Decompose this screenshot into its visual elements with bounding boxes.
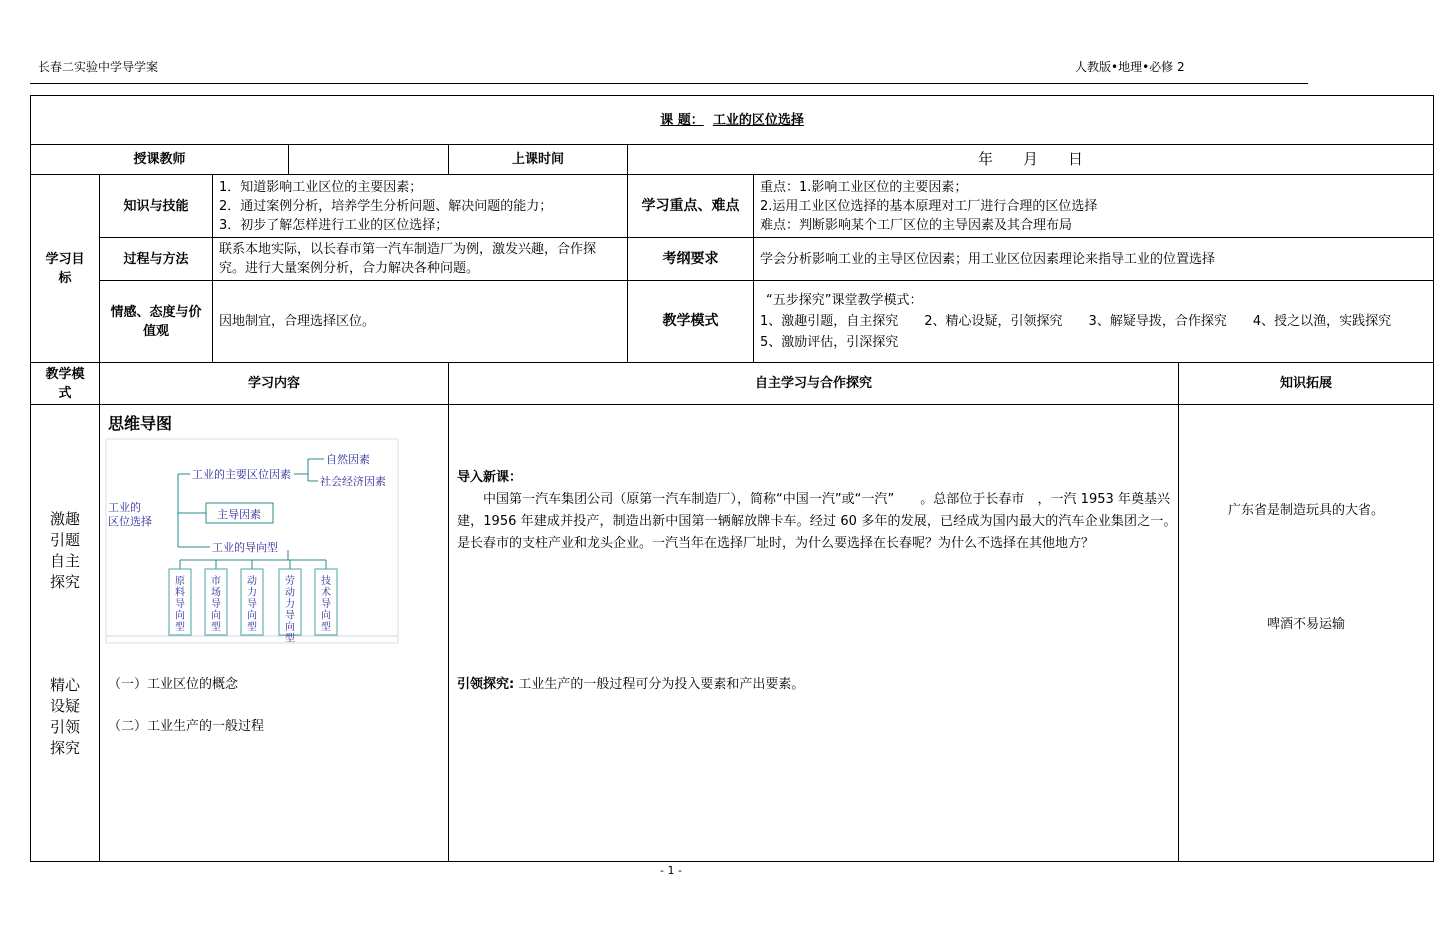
- mindmap-type-char: 动: [247, 576, 257, 587]
- content-item1: （一）工业区位的概念: [108, 677, 239, 692]
- mindmap-type-char: 向: [247, 610, 257, 622]
- mindmap-leaf1: 自然因素: [326, 453, 370, 466]
- mindmap-type-char: 动: [285, 587, 295, 599]
- mindmap-type-char: 力: [285, 599, 295, 610]
- goals-label: 学习目标: [31, 175, 100, 363]
- mindmap-type-char: 导: [247, 599, 257, 610]
- lesson-title: [31, 96, 1434, 145]
- date-value: 年 月 日: [628, 145, 1434, 175]
- knowledge-content: [213, 175, 628, 238]
- mindmap-type-char: 向: [285, 622, 295, 633]
- mindmap-type-char: 型: [321, 622, 331, 633]
- mindmap-type-char: 劳: [285, 576, 295, 587]
- key-line: 重点：1.影响工业区位的主要因素；: [760, 179, 968, 195]
- intro-block: [457, 467, 1184, 555]
- step2-label: 精心设疑引领探究: [49, 676, 80, 757]
- mindmap-diagram: [106, 439, 398, 643]
- mindmap-type-char: 型: [175, 622, 185, 633]
- mindmap-root-line: 工业的: [108, 501, 141, 514]
- mode-steps-cell: [31, 405, 100, 862]
- key-line: 难点：判断影响某个工厂区位的主导因素及其合理布局: [760, 217, 1073, 233]
- mindmap-leaf2: 社会经济因素: [320, 475, 386, 488]
- mindmap-type-char: 型: [285, 633, 295, 645]
- edition-header: 人教版•地理•必修 2: [1075, 60, 1185, 74]
- mindmap-type-char: 原: [175, 576, 185, 587]
- col-extend-header: 知识拓展: [1179, 363, 1434, 405]
- mindmap-type-char: 型: [211, 622, 221, 633]
- extend-cell: [1179, 405, 1434, 862]
- extend-note2: 啤酒不易运输: [1267, 617, 1346, 632]
- teacher-label: 授课教师: [31, 145, 289, 175]
- teacher-value: [289, 145, 449, 175]
- header-rule: [30, 83, 1308, 84]
- guide-block: [457, 675, 804, 694]
- content-cell: [100, 405, 449, 862]
- explore-cell: [449, 405, 1184, 862]
- mindmap-heading: 思维导图: [108, 414, 173, 433]
- mindmap-type-char: 术: [321, 587, 331, 599]
- lesson-plan-table: [30, 95, 1434, 862]
- col-mode-header: 教学模式: [31, 363, 100, 405]
- mindmap-type-char: 力: [247, 587, 257, 599]
- mindmap-type-char: 市: [211, 576, 221, 587]
- mindmap-type-char: 场: [211, 587, 221, 599]
- col-content-header: 学习内容: [100, 363, 449, 405]
- mindmap-type-char: 导: [211, 599, 221, 610]
- content-item2: （二）工业生产的一般过程: [108, 719, 265, 734]
- title-prefix: 课 题：: [660, 112, 704, 128]
- page-number: - 1 -: [660, 864, 682, 877]
- exam-label: 考纲要求: [628, 238, 754, 281]
- exam-content: 学会分析影响工业的主导区位因素；用工业区位因素理论来指导工业的位置选择: [754, 238, 1434, 281]
- mindmap-branch1: 工业的主要区位因素: [192, 468, 291, 481]
- title-topic: 工业的区位选择: [712, 112, 804, 128]
- mindmap-type-char: 向: [211, 610, 221, 622]
- mindmap-branch2: 工业的导向型: [212, 541, 278, 554]
- mode-label: 教学模式: [628, 281, 754, 363]
- col-explore-header: 自主学习与合作探究: [449, 363, 1179, 405]
- key-label: 学习重点、难点: [628, 175, 754, 238]
- school-header: 长春二实验中学导学案: [38, 60, 159, 74]
- mindmap-center: 主导因素: [217, 508, 261, 521]
- mindmap-type-char: 导: [175, 599, 185, 610]
- guide-text: 工业生产的一般过程可分为投入要素和产出要素。: [518, 677, 805, 692]
- key-content: [754, 175, 1434, 238]
- extend-note1: 广东省是制造玩具的大省。: [1228, 503, 1385, 518]
- emotion-content: 因地制宜，合理选择区位。: [213, 281, 628, 363]
- process-label: 过程与方法: [100, 238, 213, 281]
- key-line: 2.运用工业区位选择的基本原理对工厂进行合理的区位选择: [760, 198, 1098, 214]
- emotion-label: 情感、态度与价值观: [100, 281, 213, 363]
- mindmap-type-char: 技: [321, 576, 331, 587]
- knowledge-line: 1．知道影响工业区位的主要因素；: [219, 179, 423, 195]
- knowledge-line: 3．初步了解怎样进行工业的区位选择；: [219, 217, 449, 233]
- intro-text: 中国第一汽车集团公司（原第一汽车制造厂），简称“中国一汽”或“一汽” 。总部位于长春市 ，一汽 1953 年奠基兴建，1956 年建成并投产，制造出新中国第一辆解放牌卡车。经过 60 多年的发展，已经成为国内最大的汽车企业集团之一。 是长春市的支柱产业和龙头企业。一汽当年在选择厂址时，为什么要选择在长春呢？为什么不选择在其他地方？: [457, 492, 1184, 551]
- mindmap-type-char: 料: [175, 587, 185, 599]
- intro-label: 导入新课：: [457, 470, 523, 485]
- knowledge-line: 2．通过案例分析，培养学生分析问题、解决问题的能力；: [219, 198, 553, 214]
- time-label: 上课时间: [449, 145, 628, 175]
- mode-line: “五步探究”课堂教学模式：: [766, 293, 923, 308]
- mindmap-type-char: 向: [175, 610, 185, 622]
- mindmap-root-line: 区位选择: [108, 515, 152, 528]
- mindmap-type-char: 导: [285, 610, 295, 622]
- process-content: 联系本地实际，以长春市第一汽车制造厂为例，激发兴趣，合作探究。进行大量案例分析，合力解决各种问题。: [213, 238, 628, 281]
- mindmap-type-char: 导: [321, 599, 331, 610]
- knowledge-label: 知识与技能: [100, 175, 213, 238]
- mode-content: [754, 281, 1434, 363]
- step1-label: 激趣引题自主探究: [49, 510, 80, 591]
- guide-label: 引领探究:: [457, 677, 515, 692]
- mindmap-type-char: 型: [247, 622, 257, 633]
- mindmap-type-char: 向: [321, 610, 331, 622]
- mode-line: 1、激趣引题，自主探究 2、精心设疑，引领探究 3、解疑导拨，合作探究 4、授之以渔，实践探究 5、激励评估，引深探究: [760, 314, 1418, 350]
